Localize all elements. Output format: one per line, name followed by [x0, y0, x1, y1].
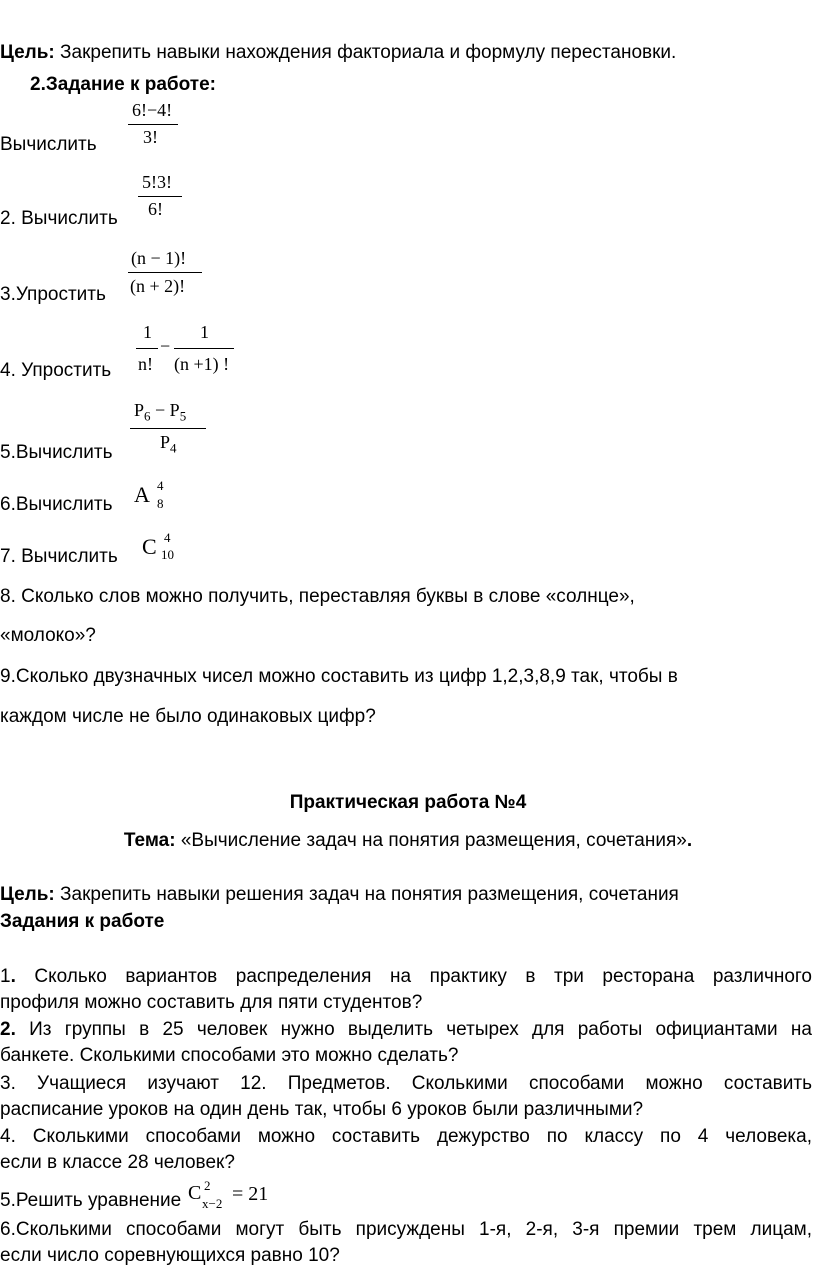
f7-sub: 10: [161, 547, 174, 562]
q5-c-letter: C: [188, 1182, 202, 1204]
f3-numerator: (n − 1)!: [131, 248, 187, 268]
f5-sub-5: 5: [179, 408, 187, 424]
q4-line-2: если в классе 28 человек?: [0, 1152, 235, 1173]
task-2-label: 2. Вычислить: [0, 208, 118, 229]
q1-dot: .: [10, 966, 16, 987]
task-7-label: 7. Вычислить: [0, 546, 118, 567]
f3-denominator: (n + 2)!: [130, 276, 186, 296]
goal-text: Закрепить навыки нахождения факториала и формулу перестановки.: [54, 42, 677, 63]
goal-line-1: [0, 42, 676, 64]
f4-a-numerator: 1: [143, 322, 152, 342]
f3-fraction-bar: [128, 272, 202, 273]
q1-text: Сколько вариантов распределения на практику в три ресторана различного: [15, 966, 812, 987]
q2-num: 2: [0, 1019, 11, 1040]
q1-num: 1: [0, 966, 11, 987]
goal-text-2: Закрепить навыки решения задач на понятия размещения, сочетания: [54, 884, 679, 905]
assignment-title: 2.Задание к работе:: [30, 74, 216, 95]
f4-b-fraction-bar: [174, 348, 234, 349]
q2-text: Из группы в 25 человек нужно выделить четырех для работы официантами на: [15, 1019, 812, 1040]
f1-numerator: 6!−4!: [132, 100, 173, 120]
f2-fraction-bar: [138, 196, 182, 197]
f1-denominator: 3!: [143, 127, 158, 147]
f6-letter: A: [134, 482, 150, 507]
task-9-line-2: каждом числе не было одинаковых цифр?: [0, 706, 376, 727]
topic-label: Тема:: [123, 830, 176, 851]
f5-p6: P: [134, 400, 145, 420]
task-1-label: Вычислить: [0, 134, 97, 155]
goal-label-2: Цель:: [0, 884, 55, 905]
f4-a-fraction-bar: [136, 348, 158, 349]
f5-numerator: [134, 400, 186, 425]
goal-line-2: [0, 884, 679, 906]
f7-letter: C: [142, 534, 157, 559]
q6-line-1: 6.Сколькими способами могут быть присуждены 1-я, 2-я, 3-я премии трем лицам,: [0, 1219, 812, 1240]
task-8-line-1: 8. Сколько слов можно получить, переставляя буквы в слове «солнце»,: [0, 586, 635, 607]
topic-text: «Вычисление задач на понятия размещения, сочетания»: [175, 830, 687, 851]
q5-sup: 2: [204, 1178, 211, 1193]
f6-sub: 8: [157, 496, 164, 511]
topic-line: [0, 830, 816, 852]
section-heading: Практическая работа №4: [289, 792, 527, 813]
f4-a-denominator: n!: [138, 354, 153, 374]
q5-rhs: = 21: [232, 1183, 269, 1205]
q3-line-2: расписание уроков на один день так, чтобы 6 уроков были различными?: [0, 1099, 644, 1120]
f2-denominator: 6!: [148, 199, 163, 219]
f4-b-numerator: 1: [200, 322, 209, 342]
q2-line-1: [0, 1019, 812, 1041]
q5-label: 5.Решить уравнение: [0, 1190, 182, 1211]
goal-label: Цель:: [0, 42, 55, 63]
f4-minus: −: [160, 336, 171, 356]
topic-end: .: [686, 830, 693, 851]
f1-fraction-bar: [128, 124, 178, 125]
q6-line-2: если число соревнующихся равно 10?: [0, 1245, 340, 1266]
task-5-label: 5.Вычислить: [0, 442, 113, 463]
task-9-line-1: 9.Сколько двузначных чисел можно составить из цифр 1,2,3,8,9 так, чтобы в: [0, 666, 678, 687]
f5-sub-6: 6: [144, 408, 151, 424]
q1-line-1: [0, 966, 812, 988]
q2-dot: .: [10, 1019, 16, 1040]
q2-line-2: банкете. Сколькими способами это можно сделать?: [0, 1045, 459, 1066]
f6-sup: 4: [157, 478, 164, 493]
tasks-title: Задания к работе: [0, 911, 165, 932]
f5-denominator: [160, 432, 177, 457]
f4-b-denominator: (n +1) !: [174, 354, 230, 374]
f5-minus-p5: − P: [155, 400, 180, 420]
f2-numerator: 5!3!: [142, 172, 172, 192]
q1-line-2: профиля можно составить для пяти студентов?: [0, 992, 423, 1013]
task-8-line-2: «молоко»?: [0, 625, 96, 646]
task-3-label: 3.Упростить: [0, 284, 106, 305]
f5-p4: P: [160, 432, 171, 452]
f7-sup: 4: [164, 530, 171, 545]
q4-line-1: 4. Сколькими способами можно составить дежурство по классу по 4 человека,: [0, 1126, 812, 1147]
q3-line-1: 3. Учащиеся изучают 12. Предметов. Сколькими способами можно составить: [0, 1073, 812, 1094]
task-6-label: 6.Вычислить: [0, 494, 113, 515]
f5-fraction-bar: [130, 428, 206, 429]
f5-sub-4: 4: [170, 440, 177, 456]
task-4-label: 4. Упростить: [0, 360, 112, 381]
q5-sub: x−2: [202, 1196, 223, 1211]
